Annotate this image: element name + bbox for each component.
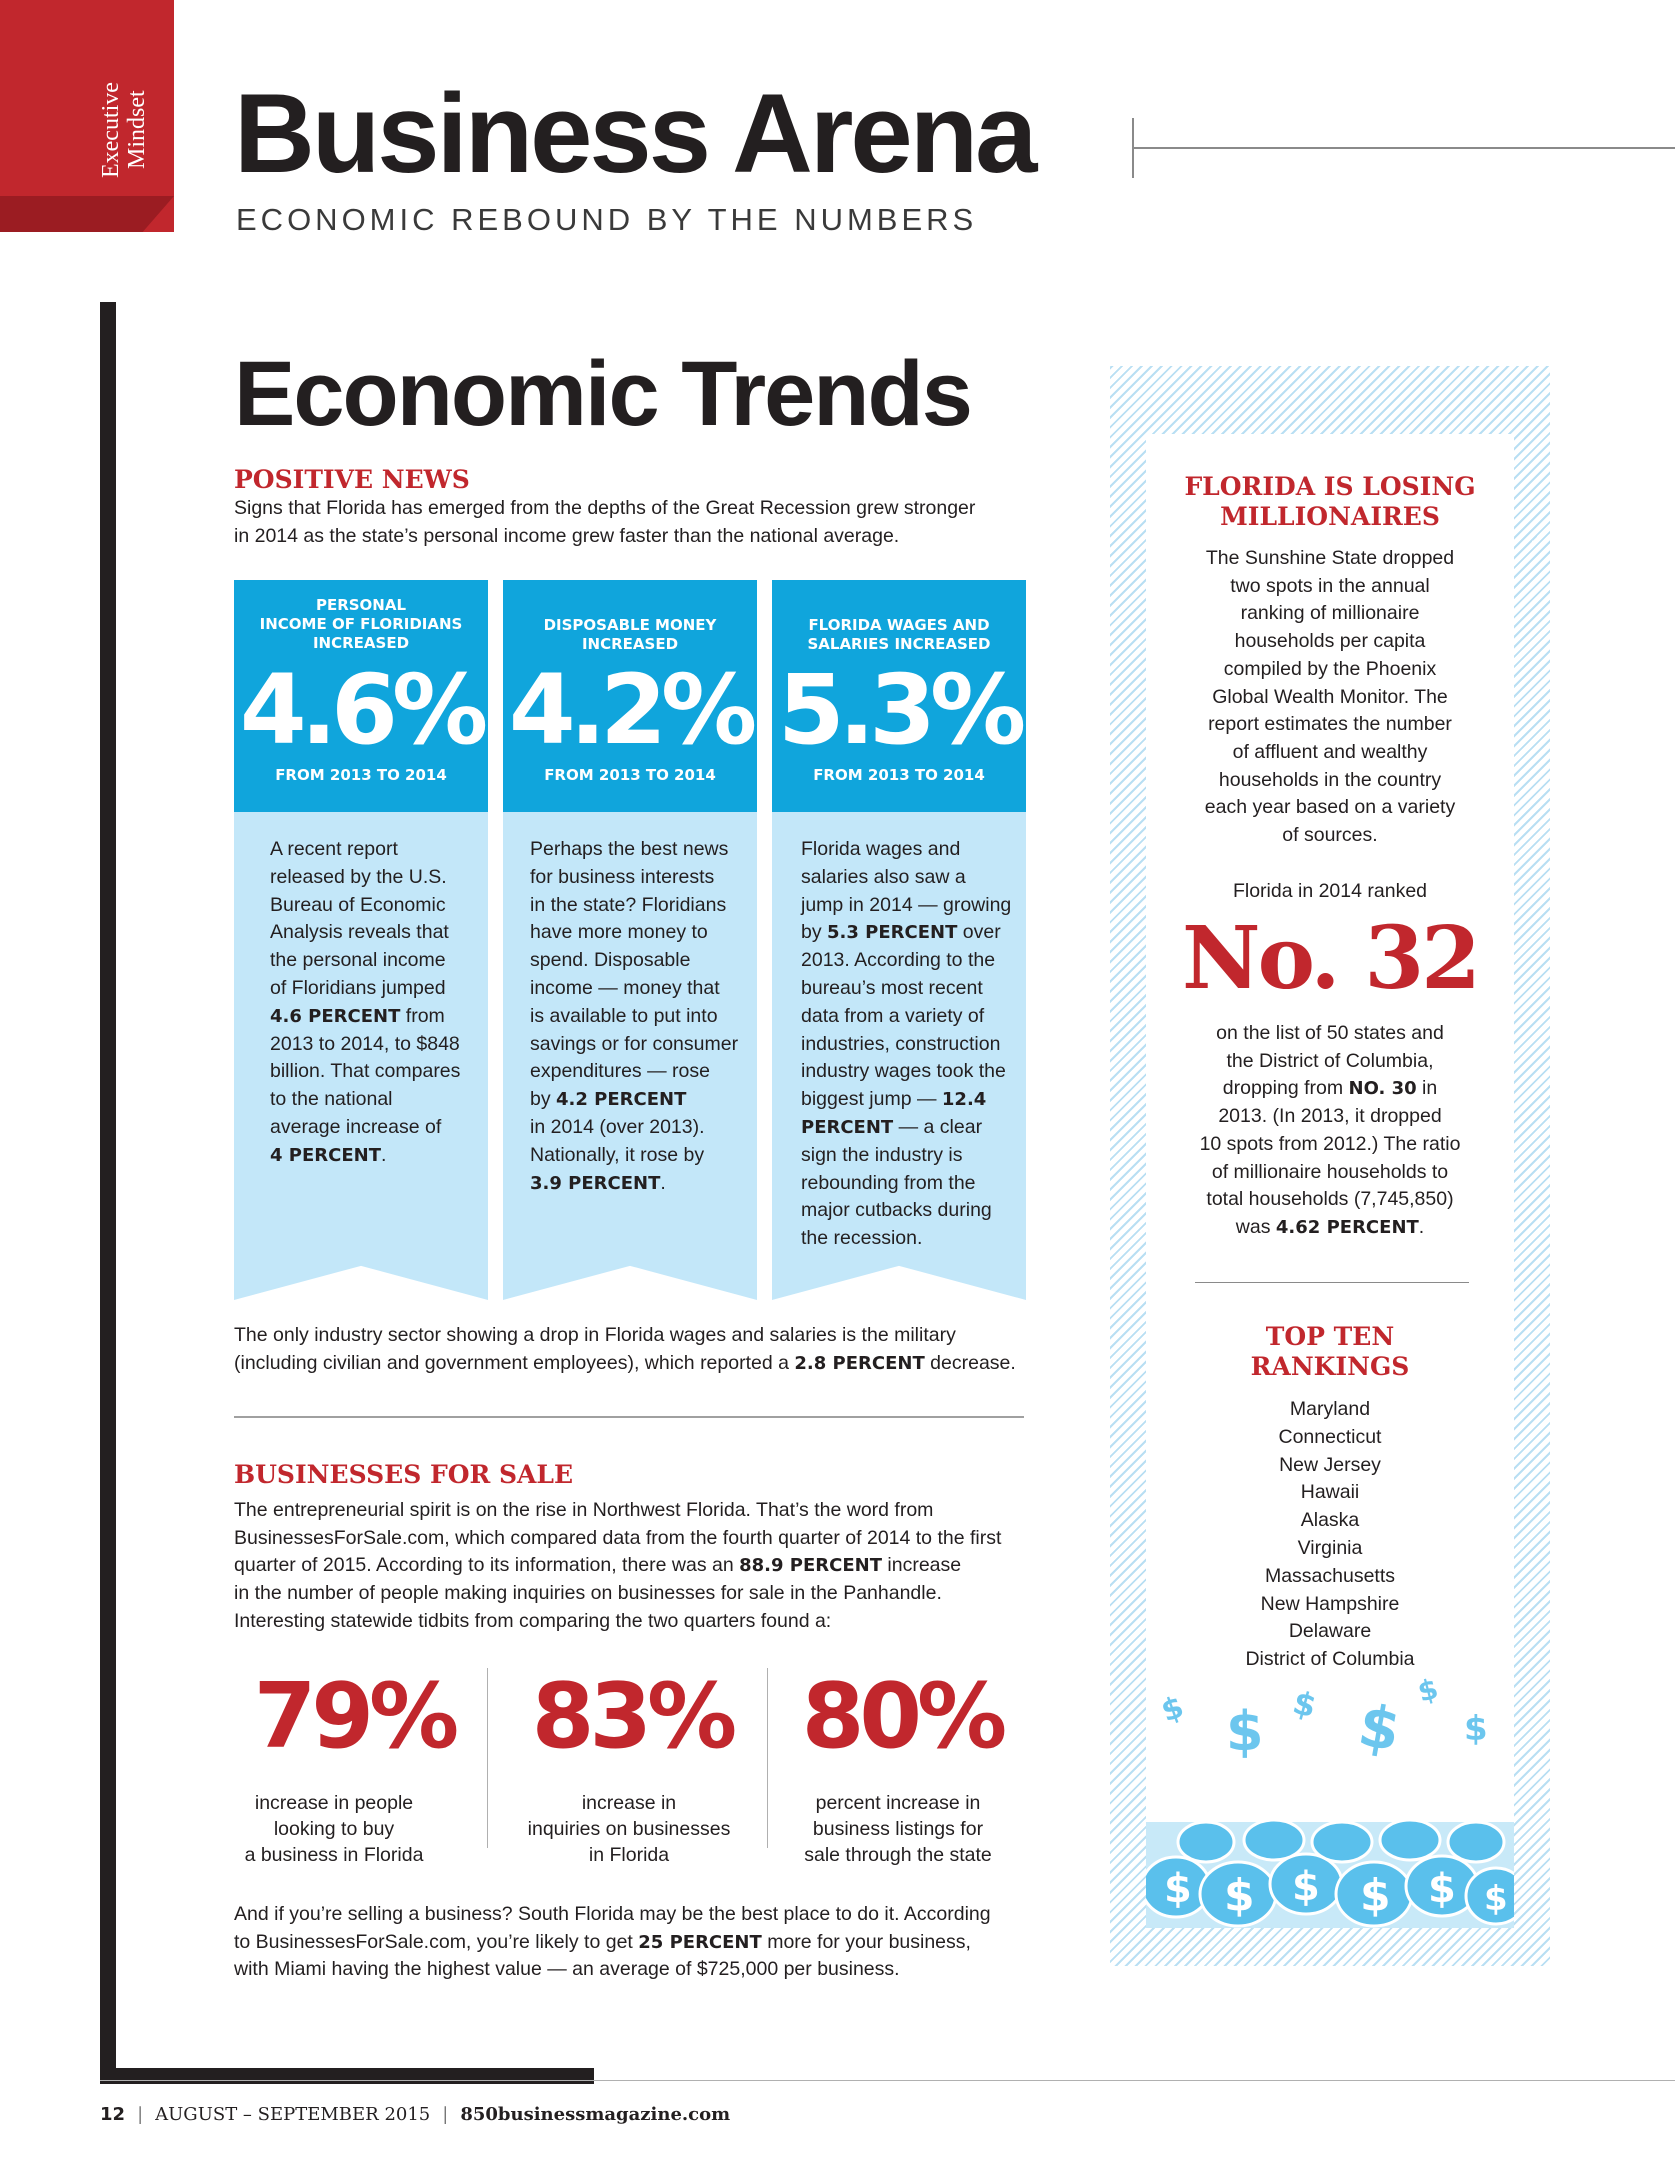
dollar-sign-icon: $ [1156, 1689, 1189, 1730]
text-line [270, 1086, 460, 1114]
text-line [270, 1142, 460, 1170]
text-line [270, 864, 460, 892]
top-ten-item: Massachusetts [1264, 1564, 1396, 1587]
text-line [270, 1003, 460, 1031]
positive-news-text [234, 495, 1034, 550]
dollar-sign-icon: $ [1224, 1870, 1255, 1921]
text-run: (including civilian and government employees), which reported a [234, 1351, 795, 1374]
text-line [1146, 1020, 1514, 1048]
text-run: Analysis reveals that [270, 921, 449, 944]
article-rule-horizontal [100, 2068, 594, 2084]
dollar-sign-icon: $ [1292, 1864, 1320, 1910]
text-run: 2013. According to the [801, 949, 996, 972]
text-run: . [381, 1143, 387, 1166]
text-line [270, 947, 460, 975]
dollar-sign-icon: $ [1353, 1690, 1406, 1765]
military-note-line: The only industry sector showing a drop in Florida wages and salaries is the military [234, 1324, 956, 1346]
text-run: industries, construction [801, 1032, 1001, 1055]
text-run: biggest jump — [801, 1088, 942, 1111]
text-run: . [1418, 1215, 1425, 1238]
text-run: average increase of [270, 1115, 442, 1138]
stat-column-header [772, 580, 1026, 812]
sidebar-heading-line: RANKINGS [1250, 1352, 1410, 1381]
text-run: in [1416, 1077, 1438, 1100]
text-line [1146, 1103, 1514, 1131]
dollar-sign-icon: $ [1464, 1709, 1488, 1749]
text-run: to the national [270, 1088, 393, 1111]
top-ten-item: Hawaii [1300, 1481, 1360, 1504]
text-run: of Floridians jumped [270, 976, 446, 999]
text-line [270, 1031, 460, 1059]
stat-label-line: INCOME OF FLORIDIANS [259, 615, 463, 633]
text-run: Perhaps the best news [530, 838, 729, 860]
text-line [530, 1058, 738, 1086]
section-tab-label [98, 70, 160, 190]
text-run: Florida wages and [801, 838, 961, 860]
stat-value-83: 83% [531, 1664, 733, 1769]
text-line [270, 975, 460, 1003]
dollar-sign-icon: $ [1288, 1683, 1321, 1726]
selling-line [234, 1929, 1064, 1957]
text-run: major cutbacks during [801, 1199, 992, 1222]
businesses-for-sale-heading: BUSINESSES FOR SALE [234, 1460, 574, 1489]
text-run: released by the U.S. [270, 865, 447, 888]
stat-description [768, 1790, 1028, 1868]
emphasis-run: NO. 30 [1348, 1078, 1417, 1100]
text-run: total households (7,745,850) [1206, 1188, 1454, 1211]
sidebar-intro-line: of affluent and wealthy [1232, 740, 1428, 763]
money-bag-pile [1146, 1820, 1514, 1928]
selling-line: And if you’re selling a business? South Florida may be the best place to do it. According [234, 1903, 991, 1925]
sidebar-ranked-label: Florida in 2014 ranked [1232, 880, 1428, 902]
top-ten-item: Connecticut [1278, 1425, 1382, 1448]
emphasis-run: PERCENT [801, 1116, 894, 1138]
text-line [801, 892, 1011, 920]
stat-description [499, 1790, 759, 1868]
dollar-sign-icon: $ [1164, 1866, 1192, 1912]
text-line [530, 1003, 738, 1031]
sidebar-intro-line: households in the country [1218, 768, 1442, 791]
text-run: bureau’s most recent [801, 976, 983, 999]
emphasis-run: 25 PERCENT [638, 1931, 762, 1953]
text-line [270, 1058, 460, 1086]
text-line [801, 1142, 1011, 1170]
text-run: to BusinessesForSale.com, you’re likely to get [234, 1930, 639, 1953]
stat-column-header [234, 580, 488, 812]
text-line [801, 947, 1011, 975]
text-line [801, 919, 1011, 947]
stat-column-value: 5.3% [777, 654, 1021, 766]
text-line [270, 892, 460, 920]
stat-column-period: FROM 2013 TO 2014 [813, 766, 985, 784]
text-run: for business interests [530, 865, 715, 888]
text-run: sign the industry is [801, 1143, 963, 1166]
stat-label-line: SALARIES INCREASED [807, 635, 991, 653]
sidebar-intro-line: report estimates the number [1208, 713, 1452, 736]
sidebar-intro-line: households per capita [1234, 630, 1426, 653]
text-run: the District of Columbia, [1226, 1049, 1434, 1072]
text-line [1146, 1214, 1514, 1242]
sidebar-rank-detail [1146, 1020, 1514, 1242]
text-run: rebounding from the [801, 1171, 976, 1194]
sidebar-intro-line: of sources. [1282, 824, 1378, 847]
text-run: billion. That compares [270, 1060, 461, 1083]
military-note-line [234, 1350, 1054, 1378]
sidebar-heading-line: FLORIDA IS LOSING [1184, 472, 1476, 501]
text-line [530, 1031, 738, 1059]
money-bag-icon [1244, 1820, 1304, 1860]
text-run: more for your business, [761, 1930, 971, 1953]
website-link[interactable]: 850businessmagazine.com [460, 2104, 731, 2125]
bfs-line: BusinessesForSale.com, which compared data from the fourth quarter of 2014 to the first [234, 1526, 1002, 1549]
stat-column-value: 4.6% [239, 654, 483, 766]
text-line [530, 1142, 738, 1170]
stat-label-line: INCREASED [312, 634, 410, 652]
stat-description [204, 1790, 464, 1868]
text-run: — a clear [893, 1115, 983, 1138]
sidebar-rank-value: No. 32 [1181, 908, 1479, 1009]
sidebar-heading-top-ten [1146, 1322, 1514, 1382]
emphasis-run: 88.9 PERCENT [739, 1555, 882, 1577]
stat-column-wages-salaries [772, 580, 1026, 1300]
sidebar-intro [1146, 545, 1514, 850]
text-line [801, 1086, 1011, 1114]
dollar-sign-icon: $ [1428, 1866, 1456, 1912]
bfs-line [234, 1552, 1064, 1580]
text-line [530, 864, 738, 892]
emphasis-run: 4.2 PERCENT [556, 1089, 687, 1111]
text-run: is available to put into [530, 1004, 718, 1027]
stat-description-line: in Florida [588, 1844, 670, 1866]
military-note [234, 1322, 1054, 1377]
text-line [801, 1225, 1011, 1253]
stat-column-text [801, 836, 1011, 1253]
text-line [530, 892, 738, 920]
money-bag-icon [1448, 1822, 1504, 1862]
text-run: on the list of 50 states and [1216, 1022, 1444, 1044]
text-line [1146, 1131, 1514, 1159]
stat-label-line: DISPOSABLE MONEY [543, 616, 717, 634]
dollar-sign-icon: $ [1484, 1879, 1508, 1919]
text-line [1146, 1186, 1514, 1214]
text-line [801, 864, 1011, 892]
text-line [1146, 1075, 1514, 1103]
stat-description-line: a business in Florida [244, 1844, 424, 1866]
title-divider-horizontal [1132, 147, 1675, 149]
stat-column-value: 4.2% [508, 654, 752, 766]
text-run: spend. Disposable [530, 949, 691, 972]
stat-column-period: FROM 2013 TO 2014 [544, 766, 716, 784]
text-run: dropping from [1222, 1077, 1349, 1100]
stat-column-text [270, 836, 460, 1170]
top-ten-item: Alaska [1300, 1509, 1360, 1532]
dollar-sign-icon: $ [1360, 1870, 1391, 1921]
footer-separator: | [137, 2104, 144, 2125]
footer-rule [100, 2080, 1675, 2081]
text-run: expenditures — rose [530, 1060, 710, 1083]
text-run: of millionaire households to [1211, 1160, 1449, 1183]
text-line [530, 836, 738, 864]
stat-divider [487, 1668, 488, 1848]
top-ten-item: Delaware [1288, 1620, 1372, 1643]
top-ten-item: New Jersey [1279, 1453, 1381, 1476]
text-run: in the state? Floridians [530, 893, 727, 916]
money-bag-icon [1312, 1822, 1372, 1862]
money-illustration [1146, 1672, 1514, 1928]
stat-description-line: looking to buy [273, 1818, 395, 1840]
text-run: Nationally, it rose by [530, 1143, 705, 1166]
article-rule-vertical [100, 302, 116, 2084]
stat-column-period: FROM 2013 TO 2014 [275, 766, 447, 784]
top-ten-item: New Hampshire [1260, 1592, 1400, 1615]
text-line [1146, 1159, 1514, 1187]
stat-column-label [513, 616, 747, 654]
page-title: Business Arena [234, 71, 1035, 196]
dollar-sign-icon: $ [1226, 1700, 1264, 1763]
text-run: was [1235, 1215, 1276, 1238]
footer [100, 2104, 730, 2125]
emphasis-run: 5.3 PERCENT [827, 922, 958, 944]
text-run: the recession. [801, 1227, 923, 1250]
bfs-line: The entrepreneurial spirit is on the rise in Northwest Florida. That’s the word from [234, 1499, 934, 1521]
text-line [530, 975, 738, 1003]
text-run: 2013. (In 2013, it dropped [1218, 1105, 1442, 1128]
text-line [801, 1170, 1011, 1198]
sidebar-intro-line: compiled by the Phoenix [1223, 657, 1437, 680]
section-divider [234, 1416, 1024, 1418]
text-run: data from a variety of [801, 1004, 985, 1027]
sidebar-intro-line: Global Wealth Monitor. The [1212, 685, 1448, 708]
text-line [801, 1114, 1011, 1142]
text-run: industry wages took the [801, 1060, 1006, 1083]
text-run: in 2014 (over 2013). [530, 1115, 705, 1138]
text-run: have more money to [530, 921, 708, 944]
text-run: quarter of 2015. According to its information, there was an [234, 1554, 740, 1577]
stat-description-line: percent increase in [815, 1792, 981, 1814]
text-run: by [801, 921, 828, 944]
text-run: by [530, 1088, 557, 1111]
stat-column-text [530, 836, 738, 1197]
text-run: jump in 2014 — growing [801, 893, 1012, 916]
text-run: income — money that [530, 976, 720, 999]
text-line [530, 919, 738, 947]
top-ten-item: District of Columbia [1245, 1648, 1415, 1671]
stat-column-label [244, 596, 478, 653]
stat-label-line: FLORIDA WAGES AND [808, 616, 990, 634]
money-bag-icon [1380, 1820, 1440, 1860]
emphasis-run: 4.62 PERCENT [1275, 1216, 1419, 1238]
selling-line: with Miami having the highest value — an average of $725,000 per business. [234, 1958, 900, 1981]
stat-column-disposable-money [503, 580, 757, 1300]
text-run: . [660, 1171, 666, 1194]
text-line [801, 1058, 1011, 1086]
positive-news-line: in 2014 as the state’s personal income grew faster than the national average. [234, 524, 900, 547]
issue-date: AUGUST – SEPTEMBER 2015 [155, 2104, 431, 2125]
text-run: A recent report [270, 838, 398, 860]
text-line [801, 1003, 1011, 1031]
stat-value-80: 80% [801, 1664, 1003, 1769]
page-subtitle: ECONOMIC REBOUND BY THE NUMBERS [236, 202, 978, 237]
text-line [801, 1031, 1011, 1059]
stat-description-line: sale through the state [804, 1844, 992, 1866]
positive-news-line: Signs that Florida has emerged from the depths of the Great Recession grew stronger [234, 497, 976, 519]
selling-business-text [234, 1901, 1064, 1984]
money-bag-icon [1178, 1822, 1234, 1862]
stat-description-line: increase in people [254, 1792, 414, 1814]
stat-label-line: INCREASED [581, 635, 679, 653]
text-line [1146, 1048, 1514, 1076]
stat-column-personal-income [234, 580, 488, 1300]
sidebar-intro-line: ranking of millionaire [1240, 602, 1420, 625]
sidebar-intro-line: two spots in the annual [1230, 574, 1430, 597]
emphasis-run: 12.4 [941, 1089, 987, 1111]
top-ten-item: Maryland [1289, 1398, 1371, 1420]
text-run: decrease. [924, 1351, 1016, 1374]
stat-label-line: PERSONAL [315, 596, 407, 614]
text-line [530, 947, 738, 975]
text-run: increase [882, 1554, 962, 1577]
text-run: over [957, 921, 1001, 944]
top-ten-item: Virginia [1297, 1536, 1363, 1559]
bfs-line: Interesting statewide tidbits from comparing the two quarters found a: [234, 1609, 832, 1632]
sidebar-intro-line: The Sunshine State dropped [1205, 547, 1455, 569]
article-title: Economic Trends [234, 343, 971, 445]
text-line [270, 919, 460, 947]
positive-news-heading: POSITIVE NEWS [234, 465, 470, 494]
text-line [530, 1086, 738, 1114]
stat-description-line: business listings for [812, 1818, 984, 1840]
sidebar-heading-line: TOP TEN [1265, 1322, 1395, 1351]
sidebar-heading-millionaires [1146, 472, 1514, 532]
text-line [530, 1114, 738, 1142]
page-number: 12 [100, 2104, 126, 2125]
emphasis-run: 2.8 PERCENT [794, 1352, 925, 1374]
tab-label-line2: Mindset [124, 90, 150, 170]
emphasis-run: 4.6 PERCENT [270, 1005, 401, 1027]
text-line [801, 1197, 1011, 1225]
text-run: Bureau of Economic [270, 893, 446, 916]
text-run: the personal income [270, 949, 446, 972]
text-run: 2013 to 2014, to $848 [270, 1032, 460, 1055]
emphasis-run: 3.9 PERCENT [530, 1172, 661, 1194]
text-run: savings or for consumer [530, 1032, 739, 1055]
emphasis-run: 4 PERCENT [270, 1144, 381, 1166]
text-run: 10 spots from 2012.) The ratio [1199, 1132, 1461, 1155]
dollar-sign-icon: $ [1414, 1672, 1442, 1709]
text-run: from [400, 1004, 445, 1027]
sidebar-divider [1195, 1282, 1469, 1283]
businesses-for-sale-text [234, 1497, 1064, 1636]
text-line [530, 1170, 738, 1198]
footer-separator: | [442, 2104, 449, 2125]
sidebar-intro-line: each year based on a variety [1204, 796, 1456, 819]
text-line [801, 975, 1011, 1003]
bfs-line: in the number of people making inquiries on businesses for sale in the Panhandle. [234, 1582, 942, 1605]
text-run: salaries also saw a [801, 865, 966, 888]
sidebar-heading-line: MILLIONAIRES [1220, 502, 1440, 531]
text-line [270, 1114, 460, 1142]
stat-description-line: increase in [581, 1792, 677, 1814]
top-ten-list [1146, 1396, 1514, 1674]
text-line [270, 836, 460, 864]
stat-column-label [782, 616, 1016, 654]
stat-description-line: inquiries on businesses [527, 1818, 731, 1840]
text-line [801, 836, 1011, 864]
stat-value-79: 79% [253, 1664, 455, 1769]
stat-column-header [503, 580, 757, 812]
tab-label-line1: Executive [98, 82, 124, 178]
